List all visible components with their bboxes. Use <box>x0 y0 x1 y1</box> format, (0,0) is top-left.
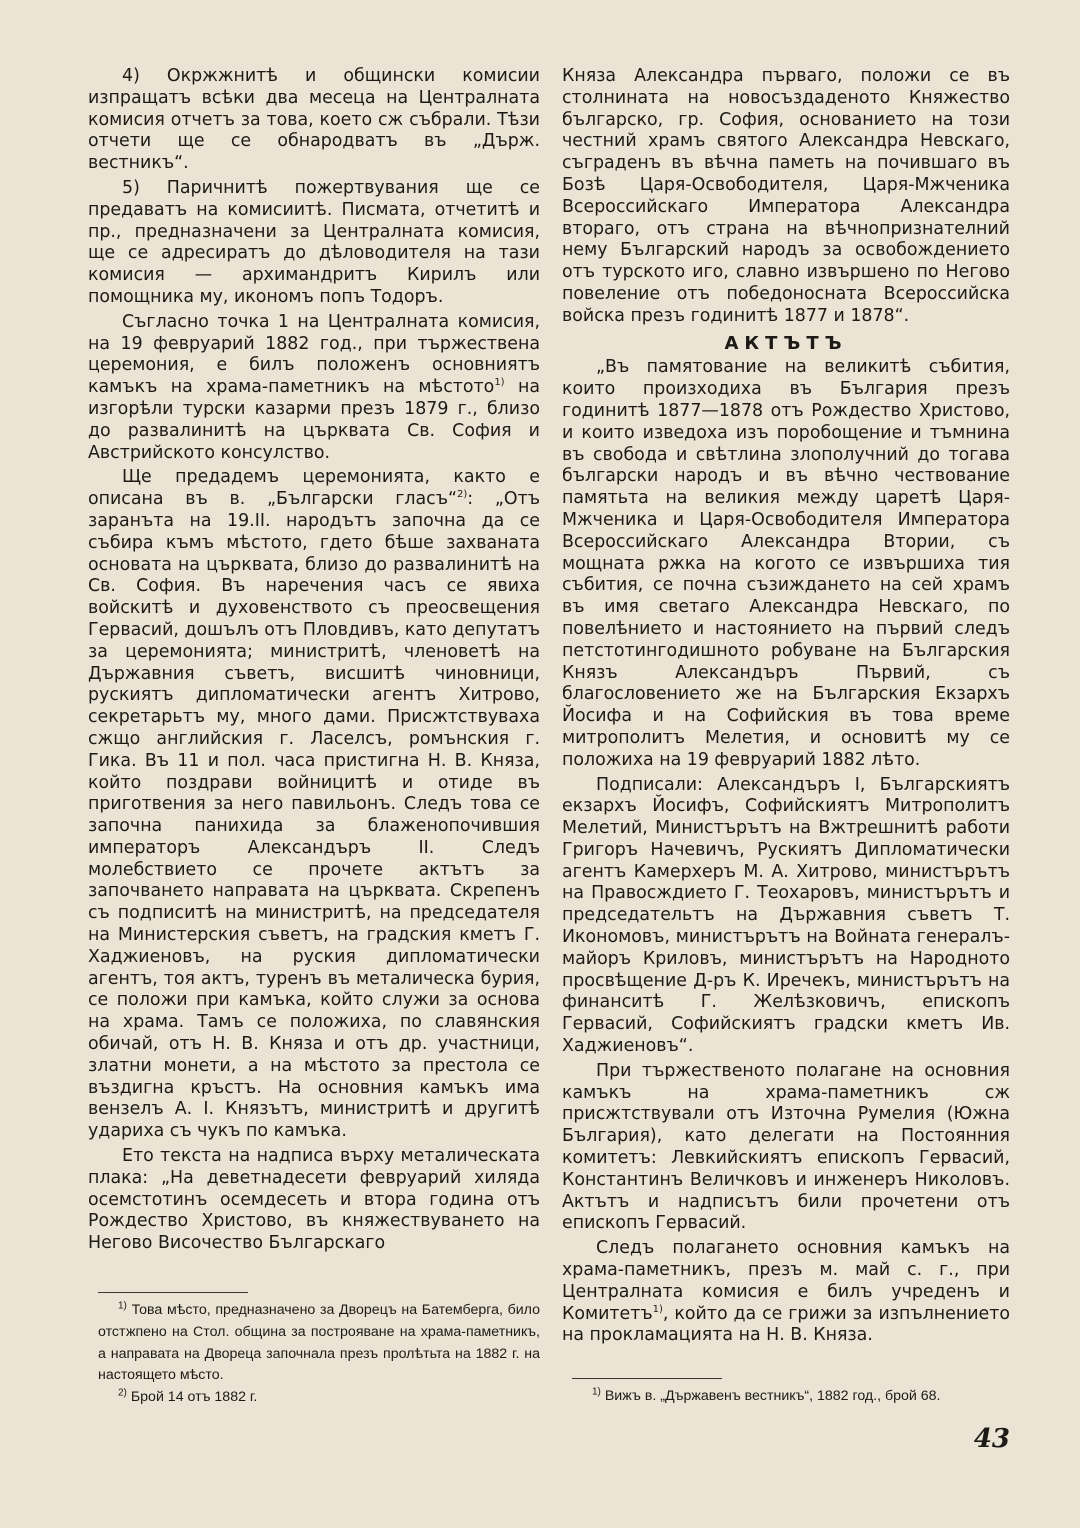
paragraph-text: , който да се грижи за изпълнението на прокламацията на Н. В. Княза. <box>562 1303 1010 1346</box>
left-text-column <box>88 66 540 1258</box>
paragraph-text: Съгласно точка 1 на Централната комисия, на 19 февруарий 1882 год., при тържествена церемония, е билъ положенъ основниятъ камъкъ на храма-паметникъ на мѣстото <box>88 311 540 398</box>
left-footnotes <box>98 1300 540 1409</box>
footnote-mark: 1) <box>592 1386 601 1398</box>
page-number: 43 <box>973 1424 1010 1454</box>
footnote-mark: 2) <box>118 1387 127 1399</box>
footnote-text: Вижъ в. „Държавенъ вестникъ“, 1882 год., брой 68. <box>600 1388 941 1404</box>
right-text-column <box>562 66 1010 1350</box>
footnote <box>98 1387 540 1409</box>
paragraph <box>88 467 540 1143</box>
footnote-text: Това мѣсто, предназначено за Дворецъ на Батемберга, било отстжпено на Стол. община за построяване на храма-паметникъ, а направата на Двореца започнала презъ пролѣтьта на 1882 г. на настоящето мѣсто. <box>98 1302 540 1384</box>
right-footnotes <box>572 1386 1010 1408</box>
footnote <box>572 1386 1010 1408</box>
footnote-divider <box>572 1378 722 1379</box>
paragraph: Подписали: Александъръ I, Българскиятъ екзархъ Йосифъ, Софийскиятъ Митрополитъ Мелетий, Министърътъ на Вжтрешнитѣ работи Григоръ Начевичъ, Рускиятъ Дипломатически агентъ Камерхеръ М. А. Хитрово, министърътъ на Правосждието Г. Теохаровъ, министърътъ и председательтъ на Държавния съветъ Т. Икономовъ, министърътъ на Войната генералъ-майоръ Криловъ, министърътъ на Народното просвѣщение Д-ръ К. Иречекъ, министърътъ на финанситѣ Г. Желѣзковичъ, епископъ Гервасий, Софийскиятъ градски кметъ Ив. Хаджиеновъ“. <box>562 774 1010 1057</box>
footnote-ref: 2) <box>457 489 468 501</box>
footnote-ref: 1) <box>494 377 505 389</box>
footnote-ref: 1) <box>652 1303 663 1315</box>
paragraph-text: Следъ полагането основния камъкъ на храма-паметникъ, презъ м. май с. г., при Централната комисия е билъ учреденъ и Комитетъ <box>562 1238 1010 1324</box>
footnote-text: Брой 14 отъ 1882 г. <box>126 1389 258 1406</box>
paragraph: 5) Паричнитѣ пожертвувания ще се предаватъ на комисиитѣ. Писмата, отчетитѣ и пр., предназначени за Централната комисия, ще се адресиратъ до дѣловодителя на тази комисия — архимандритъ Кирилъ или помощника му, икономъ попъ Тодоръ. <box>88 177 540 307</box>
paragraph <box>562 1238 1010 1347</box>
paragraph-text: Ще предадемъ церемонията, както е описана въ в. „Български гласъ“ <box>88 467 540 510</box>
paragraph: Ето текста на надписа върху металическата плака: „На деветнадесети февруарий хиляда осемстотинъ осемдесеть и втора година отъ Рождество Христово, въ княжествуването на Негово Височество Българскаго <box>88 1146 540 1254</box>
section-heading: АКТЪТЪ <box>724 332 848 354</box>
paragraph <box>88 312 540 465</box>
footnote <box>98 1300 540 1387</box>
paragraph: „Въ памятование на великитѣ събития, които произходиха въ България презъ годинитѣ 1877—1878 отъ Рождество Христово, и които изведоха изъ поробощение и тъмнина въ свобода и свѣтлина злополучний до тогава български народъ и въ вѣчно чествование памятьта на великия между царетѣ Царя-Мжченика и Царя-Освободителя Императора Всероссийскаго Александра Втории, съ мощната ржка на когото се извършиха тия събития, се почна съзиждането на сей храмъ въ имя светаго Александра Невскаго, по повелѣнието и настоянието на първий следъ петстотингодишното робуване на Българския Князъ Александъръ Първий, съ благословението же на Българския Екзархъ Йосифа и на Софийския въ това време митрополитъ Мелетия, и основитѣ му се положиха на 19 февруарий 1882 лѣто. <box>562 357 1010 770</box>
footnote-mark: 1) <box>118 1300 127 1312</box>
paragraph: Княза Александра първаго, положи се въ столнината на новосъздаденото Княжество българско, гр. София, основанието на този честний храмъ святого Александра Невскаго, съграденъ въ вѣчна паметь на почившаго въ Бозѣ Царя-Освободителя, Царя-Мжченика Всероссийскаго Императора Александра втораго, отъ страна на вѣчнопризнателний нему Българский народъ за освобождението отъ турското иго, славно извършено по Негово повеление отъ победоносната Всероссийска войска презъ годинитѣ 1877 и 1878“. <box>562 66 1010 326</box>
paragraph: 4) Окржжнитѣ и общински комисии изпращатъ всѣки два месеца на Централната комисия отчетъ за това, което сж събрали. Тѣзи отчети ще се обнародватъ въ „Държ. вестникъ“. <box>88 66 540 174</box>
paragraph-text: на изгорѣли турски казарми презъ 1879 г., близо до развалинитѣ на църквата Св. София и Австрийското консулство. <box>88 377 540 463</box>
footnote-divider <box>98 1292 248 1293</box>
paragraph-text: : „Отъ заранъта на 19.II. народътъ започна да се събира къмъ мѣстото, гдето бѣше захваната основата на църквата, близо до развалинитѣ на Св. София. Въ наречения часъ се явиха войскитѣ и духовенството съ преосвещения Гервасий, дошълъ отъ Пловдивъ, като депутатъ за церемонията; министритѣ, членоветѣ на Държавния съветъ, висшитѣ чиновници, рускиятъ дипломатически агентъ Хитрово, секретарьтъ му, много дами. Присжтствуваха сжщо английския г. Ласелсъ, ромънския г. Гика. Въ 11 и пол. часа пристигна Н. В. Княза, който поздрави войницитѣ и отиде въ приготвения за него павильонъ. Следъ това се започна панихида за блаженопочившия императоръ Александъръ II. Следъ молебствието се прочете актътъ за започването направата на църквата. Скрепенъ съ подписитѣ на министритѣ, на председателя на Министерския съветъ, на градския кметъ Г. Хаджиеновъ, на руския дипломатически агентъ, тоя актъ, туренъ въ металическа бурия, се положи при камъка, който служи за основа на храма. Тамъ се положиха, по славянския обичай, отъ Н. В. Княза и отъ др. участници, златни монети, а на мѣстото за престола се въздигна кръстъ. На основния камъкъ има вензелъ А. I. Князътъ, министритѣ и другитѣ удариха съ чукъ по камъка. <box>88 489 540 1142</box>
paragraph: При тържественото полагане на основния камъкъ на храма-паметникъ сж присжтствували отъ Източна Румелия (Южна България), като делегати на Постоянния комитетъ: Левкийскиятъ епископъ Гервасий, Константинъ Величковъ и инженеръ Николовъ. Актътъ и надписътъ били прочетени отъ епископъ Гервасий. <box>562 1060 1010 1234</box>
